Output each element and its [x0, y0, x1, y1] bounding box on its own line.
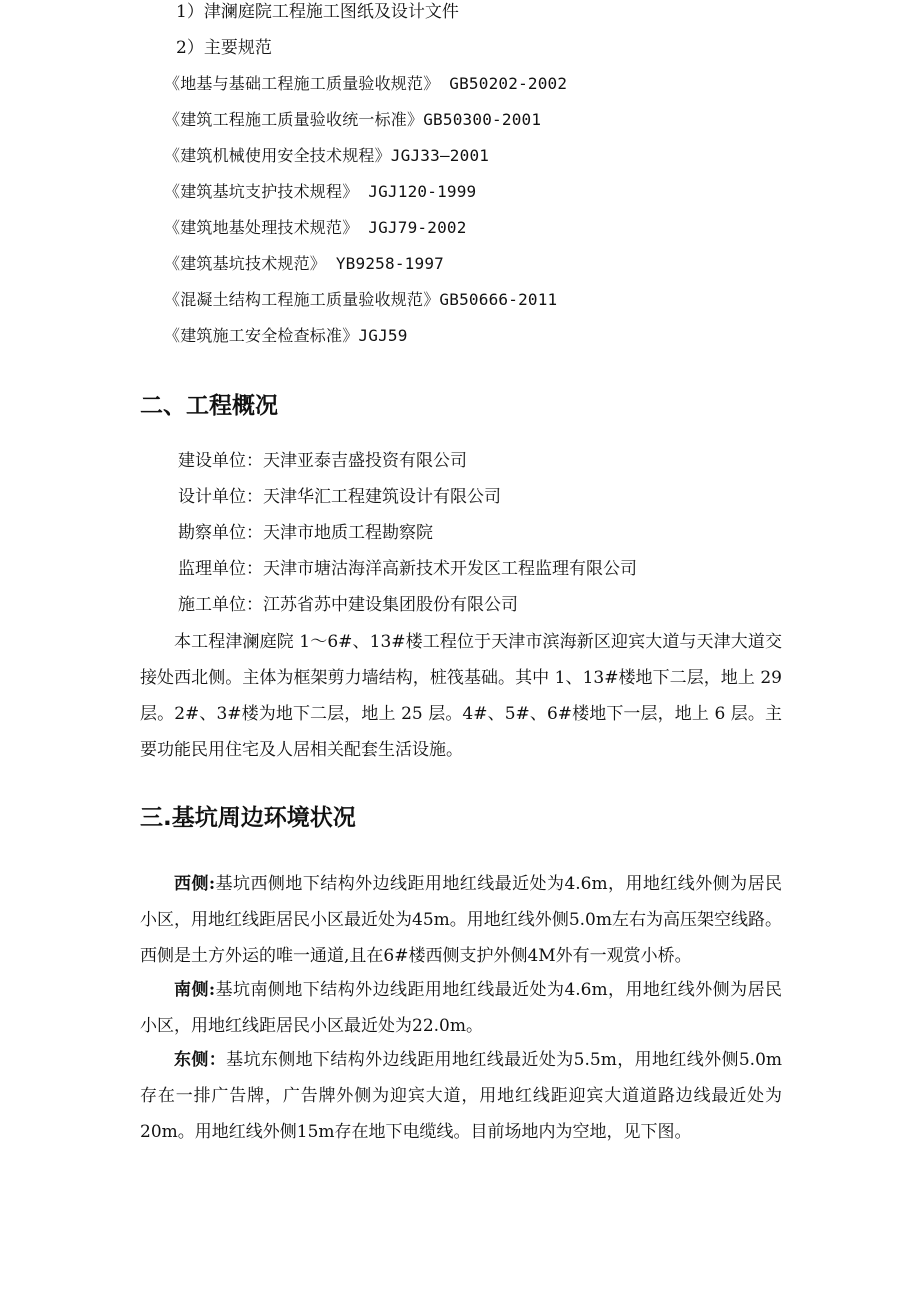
- south-side-text: 基坑南侧地下结构外边线距用地红线最近处为4.6m，用地红线外侧为居民小区，用地红线距居民小区最近处为22.0m。: [140, 980, 783, 1036]
- west-side-text: 基坑西侧地下结构外边线距用地红线最近处为4.6m，用地红线外侧为居民小区，用地红线距居民小区最近处为45m。用地红线外侧5.0m左右为高压架空线路。西侧是土方外运的唯一通道,且在6#楼西侧支护外侧4M外有一观赏小桥。: [140, 874, 783, 966]
- unit-owner: 建设单位：天津亚泰吉盛投资有限公司: [178, 451, 467, 471]
- section-title-overview: 二、工程概况: [140, 393, 278, 419]
- unit-surveyor: 勘察单位：天津市地质工程勘察院: [178, 523, 433, 543]
- standard-item: 《地基与基础工程施工质量验收规范》 GB50202-2002: [164, 74, 568, 93]
- project-description: 本工程津澜庭院 1～6#、13#楼工程位于天津市滨海新区迎宾大道与天津大道交接处西北侧。主体为框架剪力墙结构，桩筏基础。其中 1、13#楼地下二层，地上 29 层。2#、3#楼为地下二层，地上 25 层。4#、5#、6#楼地下一层，地上 6 层。主要功能民用住宅及人居相关配套生活设施。: [140, 632, 782, 760]
- standard-item: 《建筑工程施工质量验收统一标准》GB50300-2001: [164, 110, 542, 129]
- standard-item: 《建筑基坑支护技术规程》 JGJ120-1999: [164, 182, 477, 201]
- west-side-label: 西侧:: [174, 874, 216, 894]
- standard-item: 《建筑施工安全检查标准》JGJ59: [164, 326, 408, 345]
- south-side-paragraph: [140, 972, 782, 1044]
- standard-item: 《建筑地基处理技术规范》 JGJ79-2002: [164, 218, 467, 237]
- section-title-surroundings: 三.基坑周边环境状况: [140, 805, 356, 831]
- west-side-paragraph: [140, 866, 782, 974]
- east-side-paragraph: [140, 1042, 782, 1150]
- standard-item: 《建筑基坑技术规范》 YB9258-1997: [164, 254, 444, 273]
- basis-item-drawings: 1）津澜庭院工程施工图纸及设计文件: [176, 2, 459, 22]
- standard-item: 《建筑机械使用安全技术规程》JGJ33—2001: [164, 146, 490, 165]
- unit-contractor: 施工单位：江苏省苏中建设集团股份有限公司: [178, 595, 518, 615]
- east-side-label: 东侧：: [174, 1050, 227, 1070]
- south-side-label: 南侧:: [174, 980, 216, 1000]
- standard-item: 《混凝土结构工程施工质量验收规范》GB50666-2011: [164, 290, 558, 309]
- unit-designer: 设计单位：天津华汇工程建筑设计有限公司: [178, 487, 501, 507]
- east-side-text: 基坑东侧地下结构外边线距用地红线最近处为5.5m，用地红线外侧5.0m存在一排广告牌，广告牌外侧为迎宾大道，用地红线距迎宾大道道路边线最近处为20m。用地红线外侧15m存在地下电缆线。目前场地内为空地，见下图。: [140, 1050, 783, 1142]
- unit-supervisor: 监理单位：天津市塘沽海洋高新技术开发区工程监理有限公司: [178, 559, 637, 579]
- basis-item-standards: 2）主要规范: [176, 38, 272, 58]
